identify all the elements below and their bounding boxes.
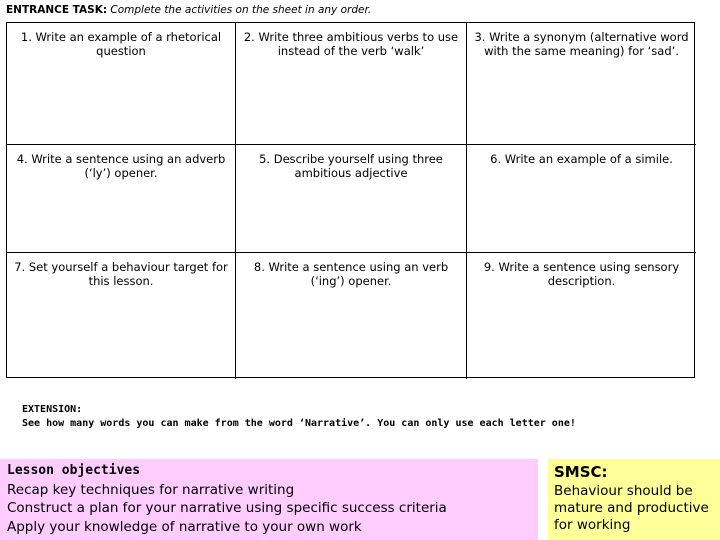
task-cell-6: 6. Write an example of a simile. — [467, 145, 696, 253]
objective-item-3: Apply your knowledge of narrative to your own work — [7, 518, 362, 535]
extension-text: See how many words you can make from the word ‘Narrative’. You can only use each letter one! — [22, 418, 576, 429]
extension-label: EXTENSION: — [22, 404, 83, 415]
task-cell-7: 7. Set yourself a behaviour target for this lesson. — [7, 253, 236, 379]
task-cell-8: 8. Write a sentence using an verb (‘ing’) opener. — [236, 253, 467, 379]
smsc-box — [548, 459, 720, 540]
smsc-text: Behaviour should be mature and productive for working — [554, 483, 709, 533]
objective-item-1: Recap key techniques for narrative writing — [7, 481, 295, 498]
task-cell-5: 5. Describe yourself using three ambitious adjective — [236, 145, 467, 253]
task-cell-2: 2. Write three ambitious verbs to use instead of the verb ‘walk’ — [236, 23, 467, 145]
objective-item-2: Construct a plan for your narrative using specific success criteria — [7, 500, 447, 516]
smsc-heading: SMSC: — [554, 463, 608, 481]
entrance-task — [6, 4, 371, 16]
task-cell-3: 3. Write a synonym (alternative word with the same meaning) for ‘sad’. — [467, 23, 696, 145]
entrance-task-label: ENTRANCE TASK: — [6, 4, 108, 16]
task-cell-9: 9. Write a sentence using sensory description. — [483, 260, 680, 288]
lesson-objectives-box — [0, 459, 538, 540]
extension-task — [22, 403, 576, 431]
task-cell-1: 1. Write an example of a rhetorical question — [7, 23, 236, 145]
task-cell-4: 4. Write a sentence using an adverb (‘ly’) opener. — [7, 145, 236, 253]
lesson-objectives-heading: Lesson objectives — [7, 463, 141, 478]
task-grid — [6, 22, 695, 378]
entrance-task-text: Complete the activities on the sheet in any order. — [110, 4, 372, 16]
